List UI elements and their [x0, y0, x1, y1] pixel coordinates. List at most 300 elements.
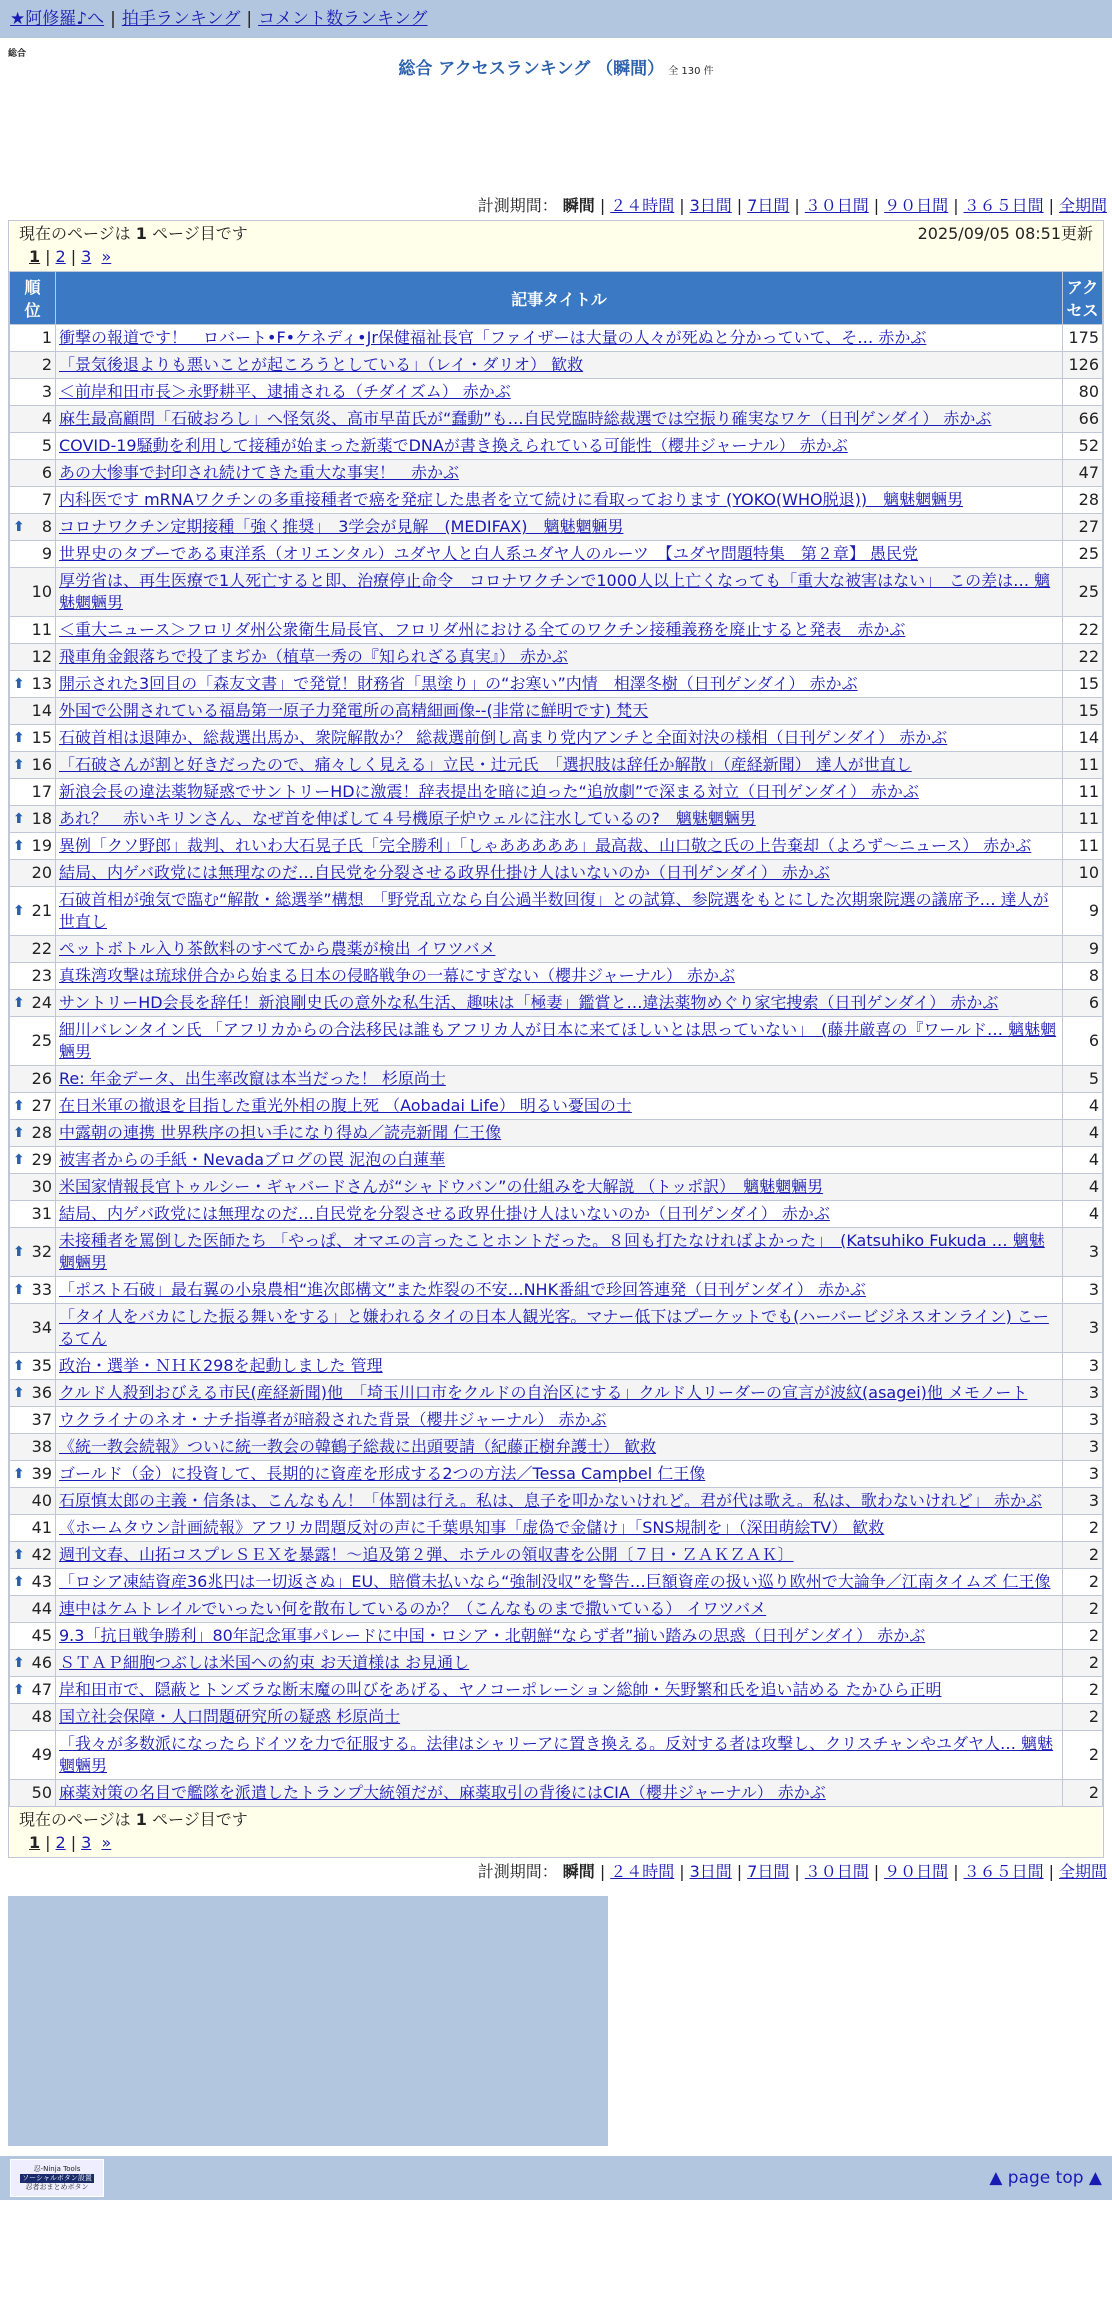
title-cell — [56, 806, 1063, 833]
rank-number: 33 — [31, 1280, 52, 1299]
table-row — [10, 1515, 1103, 1542]
rank-cell — [10, 460, 56, 487]
rank-cell — [10, 1277, 56, 1304]
title-cell — [56, 433, 1063, 460]
title-cell — [56, 1704, 1063, 1731]
period-link-24h[interactable]: ２４時間 — [610, 196, 675, 215]
rank-number: 50 — [31, 1783, 52, 1802]
access-count: 175 — [1063, 325, 1103, 352]
period-link-3d[interactable]: 3日間 — [689, 196, 732, 215]
table-row — [10, 963, 1103, 990]
table-row — [10, 1304, 1103, 1353]
article-link[interactable]: 異例「クソ野郎」裁判、れいわ大石晃子氏「完全勝利」「しゃあああああ」最高裁、山口敬之氏の上告棄却（よろず～ニュース） 赤かぶ — [59, 836, 1032, 855]
title-cell — [56, 860, 1063, 887]
title-cell — [56, 406, 1063, 433]
rank-number: 45 — [31, 1626, 52, 1645]
table-row — [10, 887, 1103, 936]
period-link-30d[interactable]: ３０日間 — [804, 1862, 869, 1881]
rank-number: 49 — [31, 1745, 52, 1764]
rank-number: 2 — [41, 355, 52, 374]
rank-cell — [10, 1650, 56, 1677]
table-row — [10, 1780, 1103, 1807]
table-row — [10, 1596, 1103, 1623]
rank-cell — [10, 433, 56, 460]
rank-cell — [10, 1066, 56, 1093]
article-link[interactable]: 米国家情報長官トゥルシー・ギャバードさんが“シャドウバン”の仕組みを大解説 （トッポ訳） 魑魅魍魎男 — [59, 1177, 824, 1196]
rank-number: 1 — [41, 328, 52, 347]
title-cell — [56, 1017, 1063, 1066]
rank-cell — [10, 725, 56, 752]
table-row — [10, 1277, 1103, 1304]
title-cell — [56, 352, 1063, 379]
article-link[interactable]: 「景気後退よりも悪いことが起ころうとしている」（レイ・ダリオ） 歓救 — [59, 355, 584, 374]
table-row — [10, 1066, 1103, 1093]
table-row — [10, 1704, 1103, 1731]
article-link[interactable]: 中露朝の連携 世界秩序の担い手になり得ぬ／読売新聞 仁王像 — [59, 1123, 502, 1142]
rank-cell — [10, 833, 56, 860]
article-link[interactable]: 9.3「抗日戦争勝利」80年記念軍事パレードに中国・ロシア・北朝鮮“ならず者”揃い踏みの思惑（日刊ゲンダイ） 赤かぶ — [59, 1626, 926, 1645]
article-link[interactable]: 麻生最高顧問「石破おろし」へ怪気炎、高市早苗氏が“蠢動”も…自民党臨時総裁選では空振り確実なワケ（日刊ゲンダイ） 赤かぶ — [59, 409, 992, 428]
ranking-panel — [8, 220, 1104, 1858]
rank-number: 42 — [31, 1545, 52, 1564]
period-link-90d[interactable]: ９０日間 — [884, 196, 949, 215]
page-link-2[interactable]: 2 — [55, 247, 66, 266]
nav-link-asyura[interactable]: ★阿修羅♪へ — [10, 9, 105, 29]
rank-up-arrow-icon: ⬆ — [13, 903, 25, 919]
article-link[interactable]: 厚労省は、再生医療で1人死亡すると即、治療停止命令 コロナワクチンで1000人以上亡くなっても「重大な被害はない」 この差は… 魑魅魍魎男 — [59, 571, 1051, 612]
article-link[interactable]: ＳＴＡＰ細胞つぶしは米国への約束 お天道様は お見通し — [59, 1653, 470, 1672]
rank-number: 32 — [31, 1242, 52, 1261]
article-link[interactable]: 「タイ人をバカにした振る舞いをする」と嫌われるタイの日本人観光客。マナー低下はプーケットでも(ハーバービジネスオンライン) こーるてん — [59, 1307, 1049, 1348]
article-link[interactable]: 週刊文春、山拓コスプレＳＥＸを暴露！～追及第２弾、ホテルの領収書を公開〔７日・ＺＡＫＺＡＫ〕 — [59, 1545, 794, 1564]
access-count: 9 — [1063, 887, 1103, 936]
table-row — [10, 806, 1103, 833]
title-cell — [56, 1596, 1063, 1623]
rank-cell — [10, 990, 56, 1017]
rank-number: 24 — [31, 993, 52, 1012]
access-count: 47 — [1063, 460, 1103, 487]
rank-up-arrow-icon: ⬆ — [13, 1466, 25, 1482]
table-row — [10, 568, 1103, 617]
rank-up-arrow-icon: ⬆ — [13, 676, 25, 692]
rank-number: 3 — [41, 382, 52, 401]
rank-up-arrow-icon: ⬆ — [13, 1682, 25, 1698]
article-link[interactable]: コロナワクチン定期接種「強く推奨」 3学会が見解 (MEDIFAX) 魑魅魍魎男 — [59, 517, 624, 536]
ranking-table — [9, 271, 1103, 1807]
access-count: 2 — [1063, 1677, 1103, 1704]
table-row — [10, 990, 1103, 1017]
article-link[interactable]: あれ？ 赤いキリンさん、なぜ首を伸ばして４号機原子炉ウェルに注水しているの? 魑魅魍魎男 — [59, 809, 756, 828]
access-count: 3 — [1063, 1304, 1103, 1353]
table-row — [10, 1434, 1103, 1461]
table-row — [10, 1093, 1103, 1120]
access-count: 22 — [1063, 617, 1103, 644]
rank-cell — [10, 1461, 56, 1488]
table-row — [10, 1569, 1103, 1596]
rank-up-arrow-icon: ⬆ — [13, 519, 25, 535]
rank-up-arrow-icon: ⬆ — [13, 1358, 25, 1374]
title-cell — [56, 568, 1063, 617]
rank-number: 23 — [31, 966, 52, 985]
access-count: 3 — [1063, 1228, 1103, 1277]
article-link[interactable]: 国立社会保障・人口問題研究所の疑惑 杉原尚士 — [59, 1707, 401, 1726]
rank-cell — [10, 860, 56, 887]
period-current: 瞬間 — [562, 1862, 595, 1881]
rank-number: 40 — [31, 1491, 52, 1510]
title-cell — [56, 1731, 1063, 1780]
rank-number: 18 — [31, 809, 52, 828]
rank-cell — [10, 1731, 56, 1780]
table-row — [10, 1228, 1103, 1277]
rank-number: 43 — [31, 1572, 52, 1591]
rank-number: 41 — [31, 1518, 52, 1537]
table-row — [10, 698, 1103, 725]
rank-up-arrow-icon: ⬆ — [13, 838, 25, 854]
rank-up-arrow-icon: ⬆ — [13, 1098, 25, 1114]
article-link[interactable]: 飛車角金銀落ちで投了まぢか（植草一秀の『知られざる真実』） 赤かぶ — [59, 647, 568, 666]
rank-number: 35 — [31, 1356, 52, 1375]
rank-cell — [10, 1304, 56, 1353]
rank-up-arrow-icon: ⬆ — [13, 1125, 25, 1141]
article-link[interactable]: 麻薬対策の名目で艦隊を派遣したトランプ大統領だが、麻薬取引の背後にはCIA（櫻井ジャーナル） 赤かぶ — [59, 1783, 826, 1802]
article-link[interactable]: あの大惨事で封印され続けてきた重大な事実！ 赤かぶ — [59, 463, 460, 482]
period-link-365d[interactable]: ３６５日間 — [963, 196, 1044, 215]
rank-cell — [10, 1017, 56, 1066]
title-cell — [56, 1277, 1063, 1304]
article-link[interactable]: 政治・選挙・ＮＨＫ298を起動しました 管理 — [59, 1356, 383, 1375]
title-cell — [56, 1434, 1063, 1461]
rank-up-arrow-icon: ⬆ — [13, 1574, 25, 1590]
article-link[interactable]: ゴールド（金）に投資して、長期的に資産を形成する2つの方法／Tessa Campbel 仁王像 — [59, 1464, 706, 1483]
rank-number: 13 — [31, 674, 52, 693]
rank-number: 17 — [31, 782, 52, 801]
page-link-3[interactable]: 3 — [81, 1833, 92, 1852]
rank-up-arrow-icon: ⬆ — [13, 1547, 25, 1563]
access-count: 15 — [1063, 671, 1103, 698]
access-count: 11 — [1063, 806, 1103, 833]
title-cell — [56, 990, 1063, 1017]
title-cell — [56, 379, 1063, 406]
nav-link-clap-ranking[interactable]: 拍手ランキング — [121, 9, 241, 29]
rank-cell — [10, 779, 56, 806]
rank-number: 26 — [31, 1069, 52, 1088]
table-row — [10, 1650, 1103, 1677]
rank-cell — [10, 1228, 56, 1277]
access-count: 2 — [1063, 1596, 1103, 1623]
rank-number: 12 — [31, 647, 52, 666]
article-link[interactable]: 開示された3回目の「森友文書」で発覚！財務省「黒塗り」の“お寒い”内情 相澤冬樹（日刊ゲンダイ） 赤かぶ — [59, 674, 858, 693]
access-count: 5 — [1063, 1066, 1103, 1093]
article-link[interactable]: 衝撃の報道です！ ロバート•F•ケネディ•Jr保健福祉長官「ファイザーは大量の人々が死ぬと分かっていて、そ… 赤かぶ — [59, 328, 927, 347]
access-count: 2 — [1063, 1650, 1103, 1677]
access-count: 3 — [1063, 1461, 1103, 1488]
table-row — [10, 406, 1103, 433]
article-link[interactable]: 「我々が多数派になったらドイツを力で征服する。法律はシャリーアに置き換える。反対する者は攻撃し、クリスチャンやユダヤ人… 魑魅魍魎男 — [59, 1734, 1054, 1775]
article-link[interactable]: 世界史のタブーである東洋系（オリエンタル）ユダヤ人と白人系ユダヤ人のルーツ 【ユダヤ問題特集 第２章】 愚民党 — [59, 544, 919, 563]
table-row — [10, 352, 1103, 379]
title-cell — [56, 698, 1063, 725]
access-count: 11 — [1063, 779, 1103, 806]
page-next[interactable]: » — [101, 1833, 112, 1852]
rank-number: 27 — [31, 1096, 52, 1115]
table-row — [10, 1623, 1103, 1650]
article-link[interactable]: 内科医です mRNAワクチンの多重接種者で癌を発症した患者を立て続けに看取っております (YOKO(WHO脱退)) 魑魅魍魎男 — [59, 490, 964, 509]
period-link-all[interactable]: 全期間 — [1058, 1862, 1107, 1881]
access-count: 3 — [1063, 1380, 1103, 1407]
table-row — [10, 1380, 1103, 1407]
rank-cell — [10, 1780, 56, 1807]
rank-number: 9 — [41, 544, 52, 563]
article-link[interactable]: 石原慎太郎の主義・信条は、こんなもん！「体罰は行え。私は、息子を叩かないけれど。君が代は歌え。私は、歌わないけれど」 赤かぶ — [59, 1491, 1043, 1510]
rank-cell — [10, 406, 56, 433]
title-cell — [56, 487, 1063, 514]
title-cell — [56, 1569, 1063, 1596]
article-link[interactable]: ＜前岸和田市長＞永野耕平、逮捕される（チダイズム） 赤かぶ — [59, 382, 511, 401]
period-label: 計測期間： — [477, 1862, 558, 1881]
title-cell — [56, 1066, 1063, 1093]
article-link[interactable]: 石破首相は退陣か、総裁選出馬か、衆院解散か？ 総裁選前倒し高まり党内アンチと全面対決の様相（日刊ゲンダイ） 赤かぶ — [59, 728, 948, 747]
rank-up-arrow-icon: ⬆ — [13, 757, 25, 773]
access-count: 22 — [1063, 644, 1103, 671]
header-rank: 順位 — [10, 272, 56, 325]
nav-separator: | — [110, 9, 116, 29]
category-label: 総合 — [8, 49, 27, 59]
access-count: 15 — [1063, 698, 1103, 725]
article-link[interactable]: 「ポスト石破」最右翼の小泉農相“進次郎構文”また炸裂の不安…NHK番組で珍回答連発（日刊ゲンダイ） 赤かぶ — [59, 1280, 866, 1299]
access-count: 3 — [1063, 1407, 1103, 1434]
total-count: 全 130 件 — [668, 66, 714, 77]
article-link[interactable]: 結局、内ゲバ政党には無理なのだ…自民党を分裂させる政界仕掛け人はいないのか（日刊ゲンダイ） 赤かぶ — [59, 863, 830, 882]
access-count: 2 — [1063, 1623, 1103, 1650]
rank-cell — [10, 325, 56, 352]
rank-cell — [10, 1147, 56, 1174]
article-link[interactable]: 《統一教会続報》ついに統一教会の韓鶴子総裁に出頭要請（紀藤正樹弁護士） 歓救 — [59, 1437, 657, 1456]
period-link-24h[interactable]: ２４時間 — [610, 1862, 675, 1881]
title-cell — [56, 963, 1063, 990]
page-current: 1 — [29, 247, 41, 266]
rank-number: 46 — [31, 1653, 52, 1672]
article-link[interactable]: 被害者からの手紙・Nevadaブログの罠 泥泡の白蓮華 — [59, 1150, 446, 1169]
access-count: 6 — [1063, 1017, 1103, 1066]
table-row — [10, 833, 1103, 860]
rank-cell — [10, 1201, 56, 1228]
article-link[interactable]: ペットボトル入り茶飲料のすべてから農薬が検出 イワツバメ — [59, 939, 496, 958]
rank-cell — [10, 1542, 56, 1569]
article-link[interactable]: 連中はケムトレイルでいったい何を散布しているのか？（こんなものまで撒いている） イワツバメ — [59, 1599, 767, 1618]
table-row — [10, 860, 1103, 887]
rank-number: 10 — [31, 582, 52, 601]
title-cell — [56, 1147, 1063, 1174]
article-link[interactable]: Re: 年金データ、出生率改竄は本当だった！ 杉原尚士 — [59, 1069, 446, 1088]
rank-up-arrow-icon: ⬆ — [13, 730, 25, 746]
table-row — [10, 779, 1103, 806]
social-button-badge[interactable]: 忍-Ninja Tools ソーシャルボタン設置 忍者おまとめボタン — [10, 2159, 104, 2197]
title-cell — [56, 1093, 1063, 1120]
article-link[interactable]: 真珠湾攻撃は琉球併合から始まる日本の侵略戦争の一幕にすぎない（櫻井ジャーナル） 赤かぶ — [59, 966, 735, 985]
period-selector-top: 計測期間： 瞬間 | ２４時間 | 3日間 | 7日間 | ３０日間 | ９０日間 | ３６５日間 | 全期間 — [477, 196, 1107, 215]
rank-cell — [10, 806, 56, 833]
article-link[interactable]: クルド人殺到おびえる市民(産経新聞)他 「埼玉川口市をクルドの自治区にする」クルド人リーダーの宣言が波紋(asagei)他 メモノート — [59, 1383, 1028, 1402]
table-row — [10, 1017, 1103, 1066]
access-count: 25 — [1063, 568, 1103, 617]
article-link[interactable]: 《ホームタウン計画続報》アフリカ問題反対の声に千葉県知事「虚偽で金儲け」「SNS規制を」（深田萌絵TV） 歓救 — [59, 1518, 885, 1537]
article-link[interactable]: 結局、内ゲバ政党には無理なのだ…自民党を分裂させる政界仕掛け人はいないのか（日刊ゲンダイ） 赤かぶ — [59, 1204, 830, 1223]
rank-cell — [10, 568, 56, 617]
title-cell — [56, 1515, 1063, 1542]
rank-up-arrow-icon: ⬆ — [13, 1244, 25, 1260]
article-link[interactable]: 「石破さんが割と好きだったので、痛々しく見える」立民・辻元氏 「選択肢は辞任か解散」（産経新聞） 達人が世直し — [59, 755, 912, 774]
nav-separator: | — [246, 9, 253, 29]
title-cell — [56, 1120, 1063, 1147]
ranking-title: 総合 アクセスランキング （瞬間） — [398, 59, 665, 79]
rank-cell — [10, 1174, 56, 1201]
title-cell — [56, 887, 1063, 936]
rank-up-arrow-icon: ⬆ — [13, 1282, 25, 1298]
rank-number: 44 — [31, 1599, 52, 1618]
rank-cell — [10, 541, 56, 568]
period-link-90d[interactable]: ９０日間 — [884, 1862, 949, 1881]
article-link[interactable]: サントリーHD会長を辞任！新浪剛史氏の意外な私生活、趣味は「極妻」鑑賞と…違法薬物めぐり家宅捜索（日刊ゲンダイ） 赤かぶ — [59, 993, 999, 1012]
table-row — [10, 1407, 1103, 1434]
period-link-7d[interactable]: 7日間 — [747, 1862, 790, 1881]
title-cell — [56, 1677, 1063, 1704]
article-link[interactable]: 未接種者を罵倒した医師たち 「やっぱ、オマエの言ったことホントだった。８回も打たなければよかった」 (Katsuhiko Fukuda … 魑魅魍魎男 — [59, 1231, 1045, 1272]
rank-number: 8 — [41, 517, 52, 536]
access-count: 10 — [1063, 860, 1103, 887]
table-row — [10, 1542, 1103, 1569]
rank-number: 39 — [31, 1464, 52, 1483]
title-cell — [56, 541, 1063, 568]
page-current: 1 — [29, 1833, 41, 1852]
rank-number: 11 — [31, 620, 52, 639]
rank-up-arrow-icon: ⬆ — [13, 1385, 25, 1401]
article-link[interactable]: 在日米軍の撤退を目指した重光外相の腹上死 （Aobadai Life） 明るい憂国の士 — [59, 1096, 632, 1115]
ranking-body — [10, 325, 1103, 1807]
article-link[interactable]: 外国で公開されている福島第一原子力発電所の高精細画像--(非常に鮮明です) 梵天 — [59, 701, 649, 720]
article-link[interactable]: 岸和田市で、隠蔽とトンズラな断末魔の叫びをあげる、ヤノコーポレーション総帥・矢野繁和氏を追い詰める たかひら正明 — [59, 1680, 942, 1699]
period-link-7d[interactable]: 7日間 — [747, 196, 790, 215]
title-cell — [56, 752, 1063, 779]
rank-number: 38 — [31, 1437, 52, 1456]
rank-up-arrow-icon: ⬆ — [13, 995, 25, 1011]
title-cell — [56, 1304, 1063, 1353]
access-count: 4 — [1063, 1201, 1103, 1228]
rank-cell — [10, 671, 56, 698]
pager-bottom: 現在のページは 1 ページ目です 1 | 2 | 3 » — [9, 1807, 1103, 1857]
table-row — [10, 1353, 1103, 1380]
rank-cell — [10, 1569, 56, 1596]
article-link[interactable]: 石破首相が強気で臨む“解散・総選挙”構想 「野党乱立なら自公過半数回復」との試算、参院選をもとにした次期衆院選の議席予… 達人が世直し — [59, 890, 1049, 931]
rank-number: 20 — [31, 863, 52, 882]
rank-cell — [10, 379, 56, 406]
table-row — [10, 1174, 1103, 1201]
page-link-3[interactable]: 3 — [81, 247, 92, 266]
access-count: 3 — [1063, 1277, 1103, 1304]
rank-number: 19 — [31, 836, 52, 855]
rank-number: 14 — [31, 701, 52, 720]
period-link-3d[interactable]: 3日間 — [689, 1862, 732, 1881]
title-cell — [56, 779, 1063, 806]
rank-cell — [10, 1407, 56, 1434]
access-count: 2 — [1063, 1704, 1103, 1731]
access-count: 9 — [1063, 936, 1103, 963]
article-link[interactable]: ＜重大ニュース＞フロリダ州公衆衛生局長官、フロリダ州における全てのワクチン接種義務を廃止すると発表 赤かぶ — [59, 620, 906, 639]
rank-cell — [10, 1380, 56, 1407]
page-next[interactable]: » — [101, 247, 112, 266]
article-link[interactable]: ウクライナのネオ・ナチ指導者が暗殺された背景（櫻井ジャーナル） 赤かぶ — [59, 1410, 607, 1429]
rank-cell — [10, 887, 56, 936]
table-row — [10, 644, 1103, 671]
access-count: 2 — [1063, 1515, 1103, 1542]
rank-number: 48 — [31, 1707, 52, 1726]
rank-up-arrow-icon: ⬆ — [13, 1655, 25, 1671]
period-selector-bottom: 計測期間： 瞬間 | ２４時間 | 3日間 | 7日間 | ３０日間 | ９０日間 | ３６５日間 | 全期間 — [477, 1862, 1107, 1881]
access-count: 3 — [1063, 1488, 1103, 1515]
table-row — [10, 514, 1103, 541]
table-row — [10, 725, 1103, 752]
access-count: 3 — [1063, 1353, 1103, 1380]
title-cell — [56, 1650, 1063, 1677]
access-count: 52 — [1063, 433, 1103, 460]
period-label: 計測期間： — [477, 196, 558, 215]
table-row — [10, 936, 1103, 963]
rank-number: 7 — [41, 490, 52, 509]
table-row — [10, 671, 1103, 698]
table-row — [10, 1461, 1103, 1488]
period-link-all[interactable]: 全期間 — [1058, 196, 1107, 215]
article-link[interactable]: 新浪会長の違法薬物疑惑でサントリーHDに激震！辞表提出を暗に迫った“追放劇”で深まる対立（日刊ゲンダイ） 赤かぶ — [59, 782, 919, 801]
title-cell — [56, 1461, 1063, 1488]
rank-cell — [10, 352, 56, 379]
access-count: 2 — [1063, 1780, 1103, 1807]
access-count: 11 — [1063, 833, 1103, 860]
table-row — [10, 460, 1103, 487]
title-cell — [56, 1407, 1063, 1434]
page-link-2[interactable]: 2 — [55, 1833, 66, 1852]
title-cell — [56, 1623, 1063, 1650]
period-link-365d[interactable]: ３６５日間 — [963, 1862, 1044, 1881]
rank-cell — [10, 1596, 56, 1623]
page-top-link[interactable]: ▲ page top ▲ — [989, 2168, 1102, 2188]
rank-number: 36 — [31, 1383, 52, 1402]
rank-number: 25 — [31, 1031, 52, 1050]
article-link[interactable]: 「ロシア凍結資産36兆円は一切返さぬ」EU、賠償未払いなら“強制没収”を警告…巨額資産の扱い巡り欧州で大論争／江南タイムズ 仁王像 — [59, 1572, 1051, 1591]
updated-timestamp: 2025/09/05 08:51更新 — [917, 224, 1093, 243]
rank-number: 34 — [31, 1318, 52, 1337]
table-row — [10, 1147, 1103, 1174]
rank-cell — [10, 1704, 56, 1731]
table-row — [10, 487, 1103, 514]
access-count: 2 — [1063, 1542, 1103, 1569]
article-link[interactable]: 細川バレンタイン氏 「アフリカからの合法移民は誰もアフリカ人が日本に来てほしいとは思っていない」 (藤井厳喜の『ワールド… 魑魅魍魎男 — [59, 1020, 1057, 1061]
period-link-30d[interactable]: ３０日間 — [804, 196, 869, 215]
access-count: 126 — [1063, 352, 1103, 379]
table-row — [10, 325, 1103, 352]
nav-link-comment-ranking[interactable]: コメント数ランキング — [258, 9, 428, 29]
access-count: 14 — [1063, 725, 1103, 752]
rank-number: 28 — [31, 1123, 52, 1142]
header-access: アクセス — [1063, 272, 1103, 325]
rank-cell — [10, 487, 56, 514]
article-link[interactable]: COVID-19騒動を利用して接種が始まった新薬でDNAが書き換えられている可能性（櫻井ジャーナル） 赤かぶ — [59, 436, 848, 455]
access-count: 4 — [1063, 1147, 1103, 1174]
access-count: 66 — [1063, 406, 1103, 433]
title-cell — [56, 1380, 1063, 1407]
rank-number: 31 — [31, 1204, 52, 1223]
title-cell — [56, 460, 1063, 487]
title-cell — [56, 514, 1063, 541]
rank-cell — [10, 936, 56, 963]
